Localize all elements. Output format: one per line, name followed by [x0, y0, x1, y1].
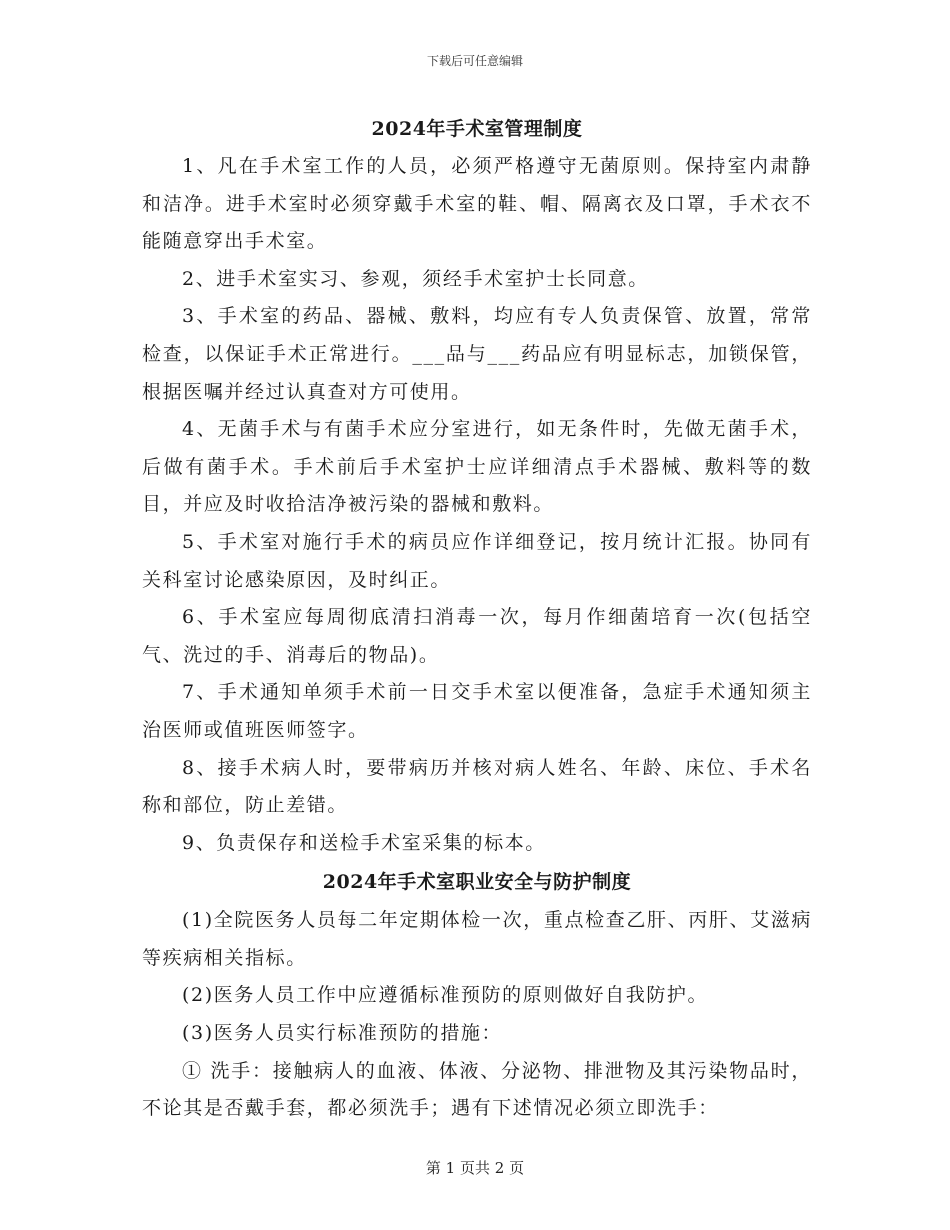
paragraph: 8、接手术病人时，要带病历并核对病人姓名、年龄、床位、手术名称和部位，防止差错。: [142, 756, 812, 817]
paragraph: 9、负责保存和送检手术室采集的标本。: [182, 831, 546, 854]
section-title-management: 2024年手术室管理制度: [371, 118, 583, 140]
paragraph: 4、无菌手术与有菌手术应分室进行，如无条件时，先做无菌手术，后做有菌手术。手术前后手术室护士应详细清点手术器械、敷料等的数目，并应及时收拾洁净被污染的器械和敷料。: [142, 418, 812, 516]
page-footer: 第 1 页共 2 页: [425, 1159, 525, 1177]
paragraph: (1)全院医务人员每二年定期体检一次，重点检查乙肝、丙肝、艾滋病等疾病相关指标。: [142, 909, 812, 969]
section-title-safety: 2024年手术室职业安全与防护制度: [322, 871, 632, 894]
paragraph: (3)医务人员实行标准预防的措施：: [182, 1022, 503, 1045]
document-body: [142, 110, 812, 1128]
paragraph: 7、手术通知单须手术前一日交手术室以便准备，急症手术通知须主治医师或值班医师签字。: [142, 681, 812, 741]
paragraph: 5、手术室对施行手术的病员应作详细登记，按月统计汇报。协同有关科室讨论感染原因，及时纠正。: [142, 530, 812, 591]
paragraph: 1、凡在手术室工作的人员，必须严格遵守无菌原则。保持室内肃静和洁净。进手术室时必须穿戴手术室的鞋、帽、隔离衣及口罩，手术衣不能随意穿出手术室。: [142, 155, 812, 253]
paragraph: 3、手术室的药品、器械、敷料，均应有专人负责保管、放置，常常检查，以保证手术正常进行。___品与___药品应有明显标志，加锁保管，根据医嘱并经过认真查对方可使用。: [142, 305, 812, 403]
paragraph: ① 洗手：接触病人的血液、体液、分泌物、排泄物及其污染物品时，不论其是否戴手套，都必须洗手；遇有下述情况必须立即洗手：: [142, 1059, 812, 1120]
paragraph: (2)医务人员工作中应遵循标准预防的原则做好自我防护。: [182, 984, 709, 1007]
header-note: 下载后可任意编辑: [426, 54, 523, 68]
paragraph: 6、手术室应每周彻底清扫消毒一次，每月作细菌培育一次(包括空气、洗过的手、消毒后的物品)。: [142, 606, 812, 666]
paragraph: 2、进手术室实习、参观，须经手术室护士长同意。: [182, 267, 649, 290]
